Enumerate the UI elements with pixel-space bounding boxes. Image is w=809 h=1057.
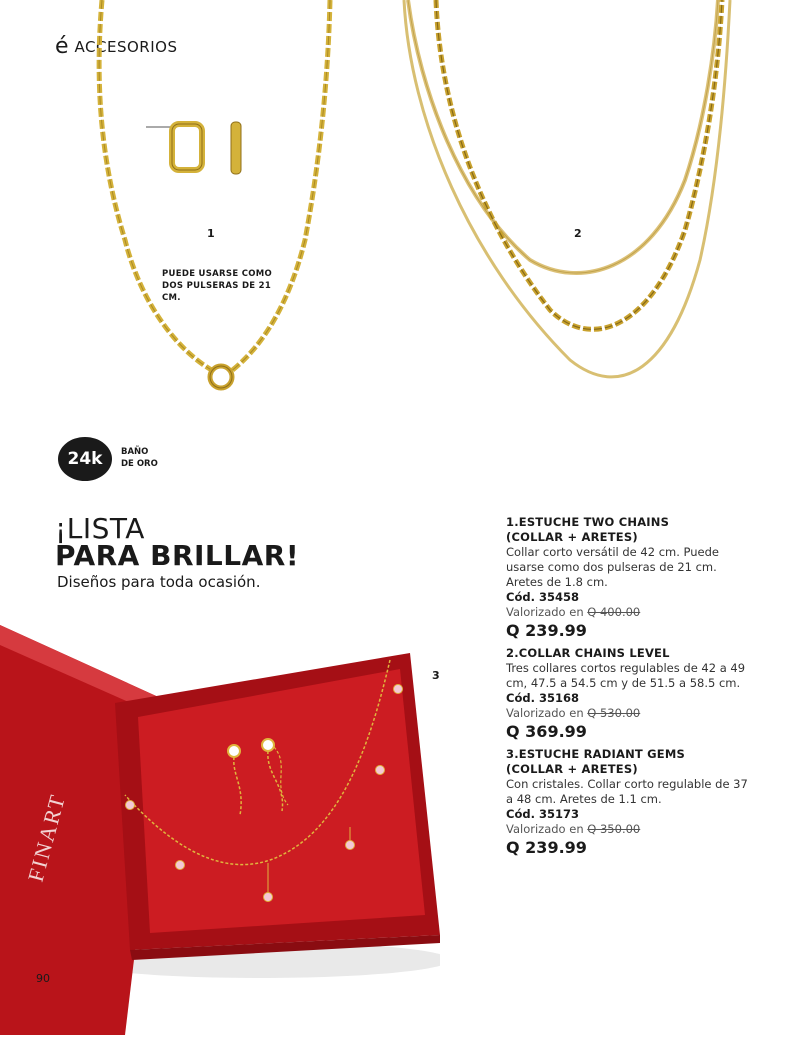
product-description: Con cristales. Collar corto regulable de 37 a 48 cm. Aretes de 1.1 cm.	[506, 777, 748, 806]
item-number-2: 2	[574, 227, 582, 240]
product-item	[506, 747, 756, 857]
value-old: Q 530.00	[587, 706, 641, 720]
value-label: Valorizado en	[506, 605, 584, 619]
headline-line2: PARA BRILLAR!	[55, 539, 300, 572]
product-value	[506, 822, 756, 837]
product-item	[506, 646, 756, 741]
product-item	[506, 515, 756, 640]
item-number-3: 3	[432, 669, 440, 682]
gold-plating-label	[121, 446, 158, 470]
value-old: Q 400.00	[587, 605, 641, 619]
brand-logo: é	[55, 34, 69, 59]
headline-subtitle: Diseños para toda ocasión.	[57, 573, 261, 591]
product-name: 1.ESTUCHE TWO CHAINS	[506, 515, 670, 529]
page-number: 90	[36, 972, 50, 985]
product-description: Collar corto versátil de 42 cm. Puede usarse como dos pulseras de 21 cm. Aretes de 1.8 cm.	[506, 545, 720, 589]
box-brand: FINART	[22, 790, 71, 885]
section-title: ACCESORIOS	[74, 38, 178, 56]
product-name: 2.COLLAR CHAINS LEVEL	[506, 646, 670, 660]
product-price: Q 239.99	[506, 621, 587, 640]
product-value	[506, 605, 756, 620]
item-number-1: 1	[207, 227, 215, 240]
value-label: Valorizado en	[506, 706, 584, 720]
product-code: Cód. 35173	[506, 807, 579, 821]
gold-plating-badge: 24k	[58, 437, 112, 481]
headline-line1: ¡LISTA	[55, 512, 145, 545]
product-name-sub: (COLLAR + ARETES)	[506, 762, 638, 776]
product-code: Cód. 35458	[506, 590, 579, 604]
product-photo-chains-level	[400, 0, 740, 400]
product-details	[506, 515, 756, 863]
product-price: Q 239.99	[506, 838, 587, 857]
value-old: Q 350.00	[587, 822, 641, 836]
value-label: Valorizado en	[506, 822, 584, 836]
product-value	[506, 706, 756, 721]
badge-label-line1: BAÑO	[121, 447, 149, 457]
product-name: 3.ESTUCHE RADIANT GEMS	[506, 747, 685, 761]
product-code: Cód. 35168	[506, 691, 579, 705]
product-description: Tres collares cortos regulables de 42 a 49 cm, 47.5 a 54.5 cm y de 51.5 a 58.5 cm.	[506, 661, 746, 690]
product-price: Q 369.99	[506, 722, 587, 741]
badge-label-line2: DE ORO	[121, 459, 158, 469]
item-note: PUEDE USARSE COMO DOS PULSERAS DE 21 CM.	[162, 269, 273, 303]
product-photo-two-chains	[80, 0, 350, 400]
product-name-sub: (COLLAR + ARETES)	[506, 530, 638, 544]
product-photo-radiant-gems	[0, 615, 440, 1035]
